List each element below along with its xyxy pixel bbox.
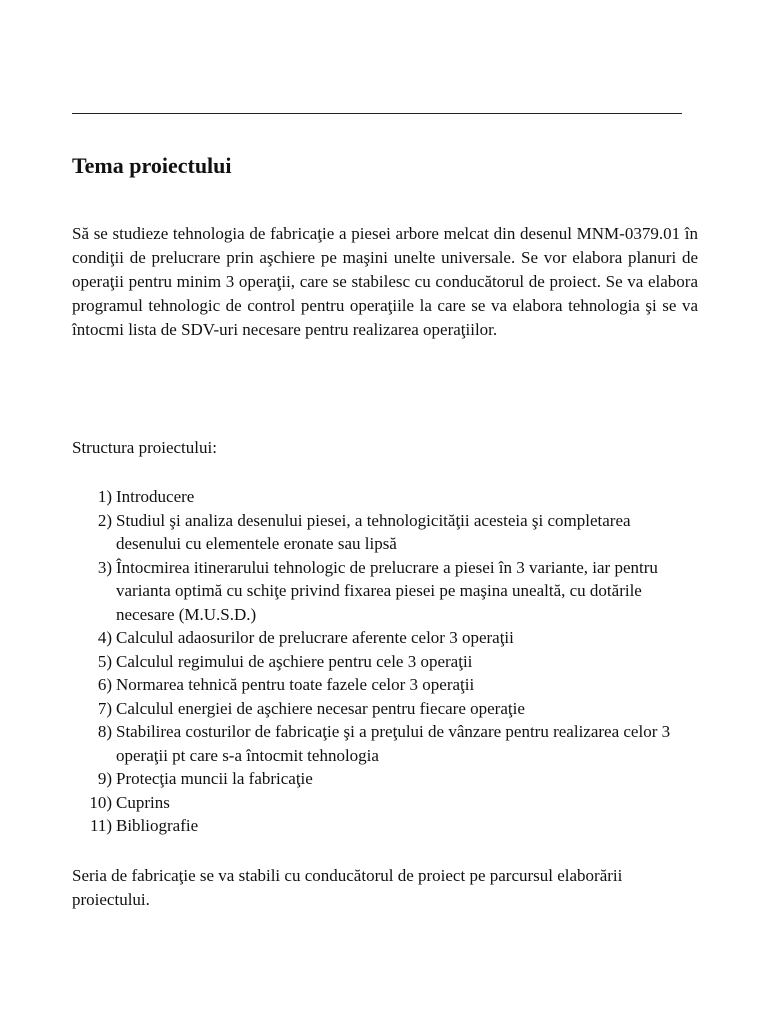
list-item-text: Calculul regimului de aşchiere pentru cele 3 operaţii xyxy=(116,651,473,671)
list-item-number: 4) xyxy=(97,628,112,647)
list-item-text: Studiul şi analiza desenului piesei, a tehnologicităţii acesteia şi completarea desenului cu elementele eronate sau lipsă xyxy=(116,510,631,553)
list-item xyxy=(72,791,692,815)
list-item-text: Calculul adaosurilor de prelucrare aferente celor 3 operaţii xyxy=(116,628,514,647)
list-item xyxy=(72,556,692,627)
list-item xyxy=(72,720,692,767)
list-item-number: 3) xyxy=(97,557,112,577)
list-item xyxy=(72,673,692,697)
page-title: Tema proiectului xyxy=(72,153,232,178)
list-item-number: 2) xyxy=(97,510,112,530)
list-item-number: 10) xyxy=(89,792,112,812)
list-item-number: 11) xyxy=(89,816,112,835)
list-item xyxy=(72,767,692,791)
list-item xyxy=(72,509,692,556)
closing-paragraph: Seria de fabricaţie se va stabili cu conducătorul de proiect pe parcursul elaborării proiectului. xyxy=(72,866,623,909)
list-item-number: 5) xyxy=(97,651,112,671)
list-item-text: Cuprins xyxy=(116,792,170,812)
list-item-number: 1) xyxy=(97,487,112,506)
structure-heading: Structura proiectului: xyxy=(72,438,217,457)
list-item-number: 7) xyxy=(97,698,112,718)
list-item-text: Normarea tehnică pentru toate fazele celor 3 operaţii xyxy=(116,675,475,694)
list-item-number: 8) xyxy=(97,722,112,741)
list-item xyxy=(72,626,692,650)
list-item xyxy=(72,650,692,674)
list-item-text: Stabilirea costurilor de fabricaţie şi a preţului de vânzare pentru realizarea celor 3 operaţii pt care s-a întocmit tehnologia xyxy=(116,722,671,765)
list-item-text: Calculul energiei de aşchiere necesar pentru fiecare operaţie xyxy=(116,698,525,718)
list-item-text: Întocmirea itinerarului tehnologic de prelucrare a piesei în 3 variante, iar pentru varianta optimă cu schiţe privind fixarea piesei pe maşina unealtă, cu dotările necesare (M.U.S.D.) xyxy=(116,557,658,624)
list-item-number: 6) xyxy=(97,675,112,694)
list-item-text: Bibliografie xyxy=(116,816,199,835)
list-item xyxy=(72,814,692,838)
header-rule xyxy=(72,113,682,114)
list-item-number: 9) xyxy=(97,769,112,788)
list-item xyxy=(72,697,692,721)
list-item-text: Protecţia muncii la fabricaţie xyxy=(116,769,313,788)
list-item-text: Introducere xyxy=(116,487,195,506)
intro-paragraph: Să se studieze tehnologia de fabricaţie a piesei arbore melcat din desenul MNM-0379.01 în condiţii de prelucrare prin aşchiere pe maşini unelte universale. Se vor elabora planuri de operaţii pentru minim 3 operaţii, care se stabilesc cu conducătorul de proiect. Se va elabora programul tehnologic de control pentru operaţiile la care se va elabora tehnologia şi se va întocmi lista de SDV-uri necesare pentru realizarea operaţiilor. xyxy=(72,224,698,339)
contents-list xyxy=(72,485,692,838)
list-item xyxy=(72,485,692,509)
